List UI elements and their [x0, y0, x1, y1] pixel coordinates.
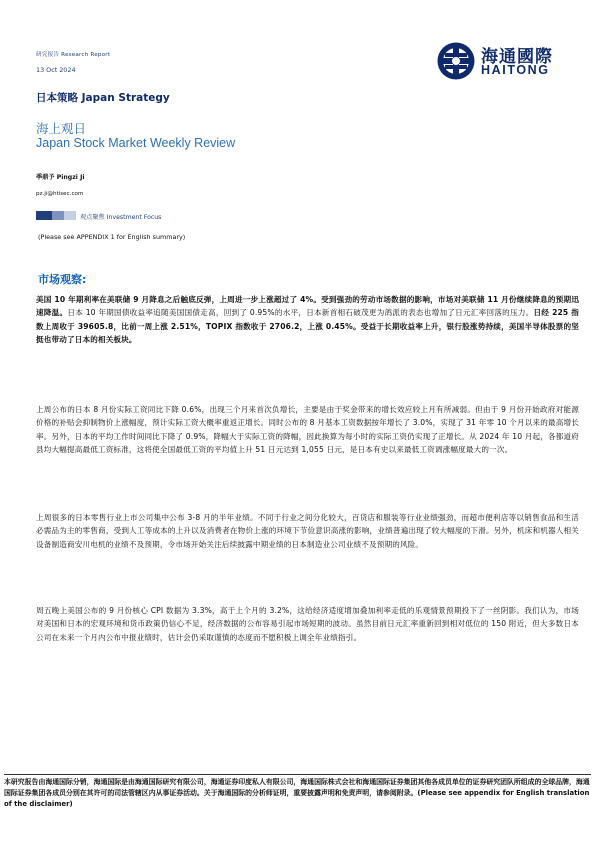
para2-seg1: 上周公布的日本 8 月份实际工资同比下降 0.6%，出现三个月来首次负增长，主要是由于奖金带来的增长效应较上月有所减弱。但由于 9 月份开始政府对能源价格的补贴会抑制物价上涨幅度，预计实际工资大概率重返正增长。同时公布的 8 月基本工资数据按年增长了 3.0%，实现了 31 年零 10 个月以来的最高增长率。另外，日本的平均工作时间同比下降了 0.9%，降幅大于实际工资的降幅，因此换算为每小时的实际工资仍实现了正增长。从 2024 年 10 月起，各都道府县均大幅提高最低工资标准，这将使全国最低工资的平均值上升 51 日元达到 1,055 日元，是日本有史以来最低工资调涨幅度最大的一次。 [36, 405, 579, 455]
paragraph-3 [36, 511, 579, 551]
paragraph-1 [36, 293, 579, 347]
paragraph-2 [36, 403, 579, 457]
haitong-logo-icon [436, 41, 476, 81]
title-en: Japan Stock Market Weekly Review [36, 136, 236, 150]
footer-disclaimer: 本研究报告由海通国际分销，海通国际是由海通国际研究有限公司，海通证券印度私人有限公司，海通国际株式会社和海通国际证券集团其他各成员单位的证券研究团队所组成的全球品牌，海通国际证券集团各成员分别在其许可的司法管辖区内从事证券活动。关于海通国际的分析师证明，重要披露声明和免责声明，请参阅附录。(Please see appendix for English translation of the disclaimer) [4, 778, 590, 809]
para1-seg1: 美国 10 年期利率在美联储 9 月降息之后触底反弹，上周进一步上涨超过了 4%。受到强劲的劳动市场数据的影响，市场对美联储 11 月份继续降息的预期迅速降温。 [36, 295, 579, 318]
para3-seg1: 上周很多的日本零售行业上市公司集中公布 3-8 月的半年业绩。不同于行业之间分化较大，百货店和服装等行业业绩强劲，而超市便利店等以销售食品和生活必需品为主的零售商，受到人工等成本的上升以及消费者在物价上涨的环境下节俭意识高涨的影响，业绩普遍出现了较大幅度的下滑。另外，机床和机器人相关设备制造商安川电机的业绩不及预期，令市场开始关注后续披露中期业绩的日本制造业公司业绩不及预期的风险。 [36, 513, 579, 549]
report-type: 研究报告 Research Report [36, 52, 111, 58]
section-title: 市场观察: [38, 273, 87, 286]
logo-name-cn: 海通國際 [481, 47, 553, 67]
focus-bar-light [64, 211, 76, 220]
author-name: 季鼎予 Pingzi Ji [36, 174, 85, 181]
report-date: 13 Oct 2024 [36, 66, 76, 74]
focus-bar [36, 211, 76, 220]
title-cn: 海上观日 [36, 121, 87, 136]
focus-bar-dark [36, 211, 52, 220]
footer-rule [4, 774, 591, 775]
strategy-heading: 日本策略 Japan Strategy [36, 92, 170, 104]
para1-seg2: 日本 10 年期国债收益率追随美国国债走高，回到了 0.95%的水平，日本新首相石破茂更为鸽派的表态也增加了日元汇率回落的压力。 [67, 308, 534, 318]
appendix-note: (Please see APPENDIX 1 for English summary) [38, 233, 186, 241]
focus-bar-mid [52, 211, 64, 220]
paragraph-4 [36, 604, 579, 644]
para4-seg1: 周五晚上美国公布的 9 月份核心 CPI 数据为 3.3%，高于上个月的 3.2%，这给经济适度增加叠加利率走低的乐观情景预期投下了一丝阴影。我们认为，市场对美国和日本的宏观环境和货币政策仍信心不足，经济数据的公布容易引起市场短期的波动。虽然目前日元汇率重新回到相对低位的 150 附近，但大多数日本公司在未来一个月内公布中报业绩时，估计会仍采取谨慎的态度而不愿积极上调全年业绩指引。 [36, 606, 579, 642]
para1-seg3: 日经 225 指数上周收于 39605.8，比前一周上涨 2.51%，TOPIX 指数收于 2706.2，上涨 0.45%。受益于长期收益率上升，银行股涨势持续，美国半导体股票的坚挺也带动了日本的相关板块。 [36, 308, 579, 345]
logo-name-en: HAITONG [481, 63, 550, 77]
author-email[interactable]: pz.ji@htisec.com [36, 191, 84, 197]
focus-label: 观点聚焦 Investment Focus [80, 214, 162, 221]
